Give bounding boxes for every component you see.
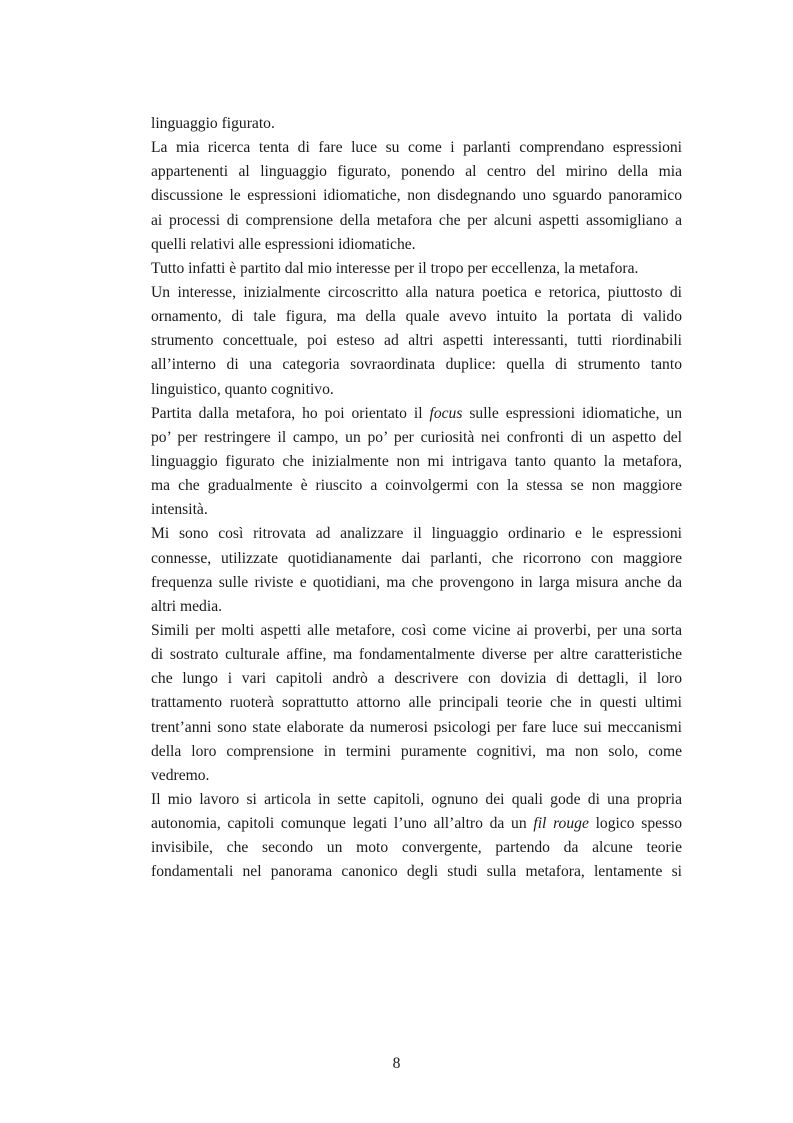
text-segment: po’ per restringere il campo, un po’ per curiosità nei confronti di un aspetto del	[151, 428, 682, 446]
paragraph	[151, 257, 682, 281]
text-segment: linguaggio figurato.	[151, 115, 275, 132]
italic-term: fil rouge	[533, 815, 589, 833]
text-line	[151, 691, 682, 715]
text-segment: vedremo.	[151, 766, 210, 784]
text-line	[151, 257, 682, 281]
text-segment: strumento concettuale, poi esteso ad altri aspetti interessanti, tutti riordinabili	[151, 332, 682, 350]
text-line	[151, 209, 682, 233]
text-segment: invisibile, che secondo un moto convergente, partendo da alcune teorie	[151, 839, 682, 857]
text-line	[151, 740, 682, 764]
text-segment: quelli relativi alle espressioni idiomatiche.	[151, 235, 416, 253]
text-segment: appartenenti al linguaggio figurato, ponendo al centro del mirino della mia	[151, 163, 682, 181]
text-line	[151, 184, 682, 208]
text-line	[151, 353, 682, 377]
text-segment: ai processi di comprensione della metafora che per alcuni aspetti assomigliano a	[151, 211, 682, 229]
text-line	[151, 474, 682, 498]
text-segment: Simili per molti aspetti alle metafore, così come vicine ai proverbi, per una sorta	[151, 621, 682, 639]
text-line	[151, 571, 682, 595]
text-line	[151, 812, 682, 836]
text-line	[151, 716, 682, 740]
text-segment: intensità.	[151, 501, 208, 519]
text-segment: Partita dalla metafora, ho poi orientato il	[151, 404, 430, 422]
text-segment: La mia ricerca tenta di fare luce su come i parlanti comprendano espressioni	[151, 139, 682, 157]
paragraph	[151, 112, 682, 136]
text-line	[151, 643, 682, 667]
text-line	[151, 136, 682, 160]
text-segment: trattamento ruoterà soprattutto attorno alle principali teorie che in questi ultimi	[151, 694, 682, 712]
text-line	[151, 402, 682, 426]
text-segment: di sostrato culturale affine, ma fondamentalmente diverse per altre caratteristiche	[151, 646, 682, 664]
text-line	[151, 595, 682, 619]
text-segment: ma che gradualmente è riuscito a coinvolgermi con la stessa se non maggiore	[151, 477, 682, 495]
text-line	[151, 836, 682, 860]
text-line	[151, 764, 682, 788]
italic-term: focus	[429, 404, 463, 422]
text-segment: logico spesso	[588, 815, 682, 833]
text-segment: sulle espressioni idiomatiche, un	[462, 404, 683, 422]
text-line	[151, 281, 682, 305]
text-segment: Un interesse, inizialmente circoscritto alla natura poetica e retorica, piuttosto di	[151, 283, 682, 301]
text-line	[151, 522, 682, 546]
page-number: 8	[392, 1055, 401, 1072]
text-line	[151, 667, 682, 691]
text-segment: autonomia, capitoli comunque legati l’uno all’altro da un	[151, 815, 534, 833]
text-segment: linguistico, quanto cognitivo.	[151, 380, 334, 398]
text-line	[151, 160, 682, 184]
text-segment: che lungo i vari capitoli andrò a descrivere con dovizia di dettagli, il loro	[151, 670, 682, 688]
text-line	[151, 426, 682, 450]
text-line	[151, 498, 682, 522]
text-segment: Mi sono così ritrovata ad analizzare il linguaggio ordinario e le espressioni	[151, 525, 682, 543]
text-line	[151, 305, 682, 329]
text-segment: discussione le espressioni idiomatiche, non disdegnando uno sguardo panoramico	[151, 187, 682, 205]
paragraph	[151, 522, 682, 619]
text-line	[151, 860, 682, 884]
text-line	[151, 450, 682, 474]
text-line	[151, 547, 682, 571]
paragraph	[151, 788, 682, 885]
text-segment: trent’anni sono state elaborate da numerosi psicologi per fare luce sui meccanismi	[151, 718, 682, 736]
text-segment: Tutto infatti è partito dal mio interesse per il tropo per eccellenza, la metafora.	[151, 259, 639, 277]
paragraph	[151, 402, 682, 523]
text-line	[151, 329, 682, 353]
text-segment: frequenza sulle riviste e quotidiani, ma che provengono in larga misura anche da	[151, 573, 682, 591]
text-line	[151, 788, 682, 812]
text-segment: altri media.	[151, 597, 223, 615]
text-segment: connesse, utilizzate quotidianamente dai parlanti, che ricorrono con maggiore	[151, 549, 682, 567]
paragraph	[151, 281, 682, 402]
body-text	[151, 112, 682, 885]
text-line	[151, 378, 682, 402]
text-segment: ornamento, di tale figura, ma della quale avevo intuito la portata di valido	[151, 308, 682, 326]
text-segment: linguaggio figurato che inizialmente non mi intrigava tanto quanto la metafora,	[151, 452, 682, 470]
text-line	[151, 233, 682, 257]
text-segment: della loro comprensione in termini puramente cognitivi, ma non solo, come	[151, 742, 682, 760]
text-line	[151, 619, 682, 643]
text-segment: all’interno di una categoria sovraordinata duplice: quella di strumento tanto	[151, 356, 682, 374]
text-segment: fondamentali nel panorama canonico degli studi sulla metafora, lentamente si	[151, 863, 682, 881]
paragraph	[151, 136, 682, 257]
paragraph	[151, 619, 682, 788]
text-segment: Il mio lavoro si articola in sette capitoli, ognuno dei quali gode di una propria	[151, 790, 682, 808]
text-line	[151, 112, 682, 136]
